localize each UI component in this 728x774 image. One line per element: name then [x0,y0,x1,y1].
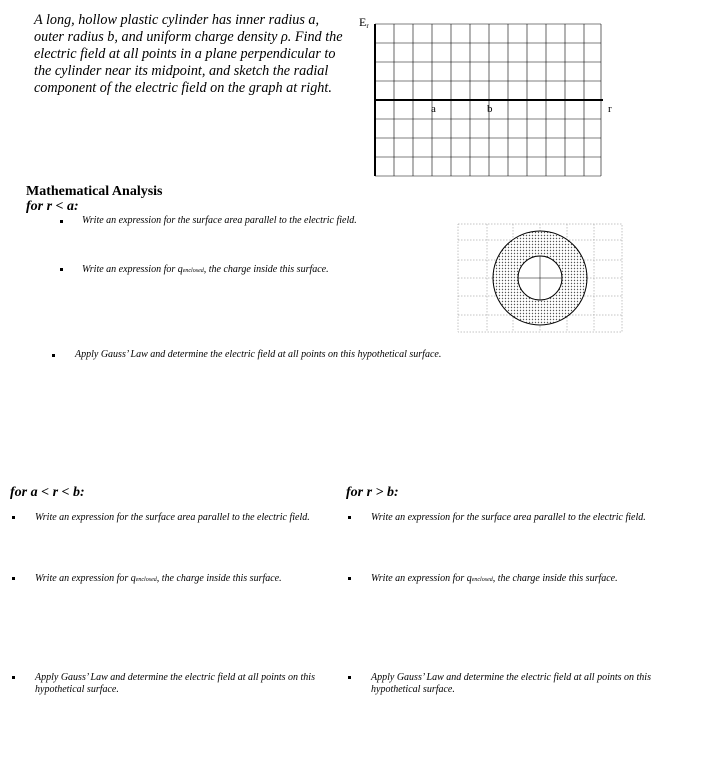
analysis-title: Mathematical Analysis [26,184,163,199]
bullet-marker [60,268,63,271]
bullet-marker [12,577,15,580]
cylinder-cross-section [456,222,624,334]
inner-region-heading: for r < a: [26,199,79,214]
bullet-marker [52,354,55,357]
x-axis-label: r [608,103,612,115]
inner-area-prompt: Write an expression for the surface area parallel to the electric field. [82,215,357,226]
bullet-marker [12,676,15,679]
outer-region-heading: for r > b: [346,485,399,500]
inner-gauss-prompt: Apply Gauss’ Law and determine the electric field at all points on this hypothetical surface. [75,349,442,360]
bullet-marker [60,220,63,223]
outer-charge-prompt: Write an expression for qenclosed, the charge inside this surface. [371,573,618,584]
problem-statement: A long, hollow plastic cylinder has inner radius a, outer radius b, and uniform charge density ρ. Find the electric field at all points in a plane perpendicular to the cylinder near its midpoint, and sketch the radial component of the electric field on the graph at right. [34,12,343,96]
middle-charge-prompt: Write an expression for qenclosed, the charge inside this surface. [35,573,282,584]
outer-area-prompt: Write an expression for the surface area parallel to the electric field. [371,512,646,523]
inner-charge-prompt: Write an expression for qenclosed, the charge inside this surface. [82,264,329,275]
bullet-marker [348,676,351,679]
bullet-marker [12,516,15,519]
middle-area-prompt: Write an expression for the surface area parallel to the electric field. [35,512,310,523]
middle-gauss-prompt: Apply Gauss’ Law and determine the electric field at all points on this hypothetical surface. [35,672,315,695]
marker-a: a [431,103,436,115]
bullet-marker [348,516,351,519]
field-graph[interactable] [350,14,630,184]
bullet-marker [348,577,351,580]
outer-gauss-prompt: Apply Gauss’ Law and determine the electric field at all points on this hypothetical surface. [371,672,651,695]
y-axis-label: Er [359,15,369,30]
marker-b: b [487,103,493,115]
middle-region-heading: for a < r < b: [10,485,85,500]
